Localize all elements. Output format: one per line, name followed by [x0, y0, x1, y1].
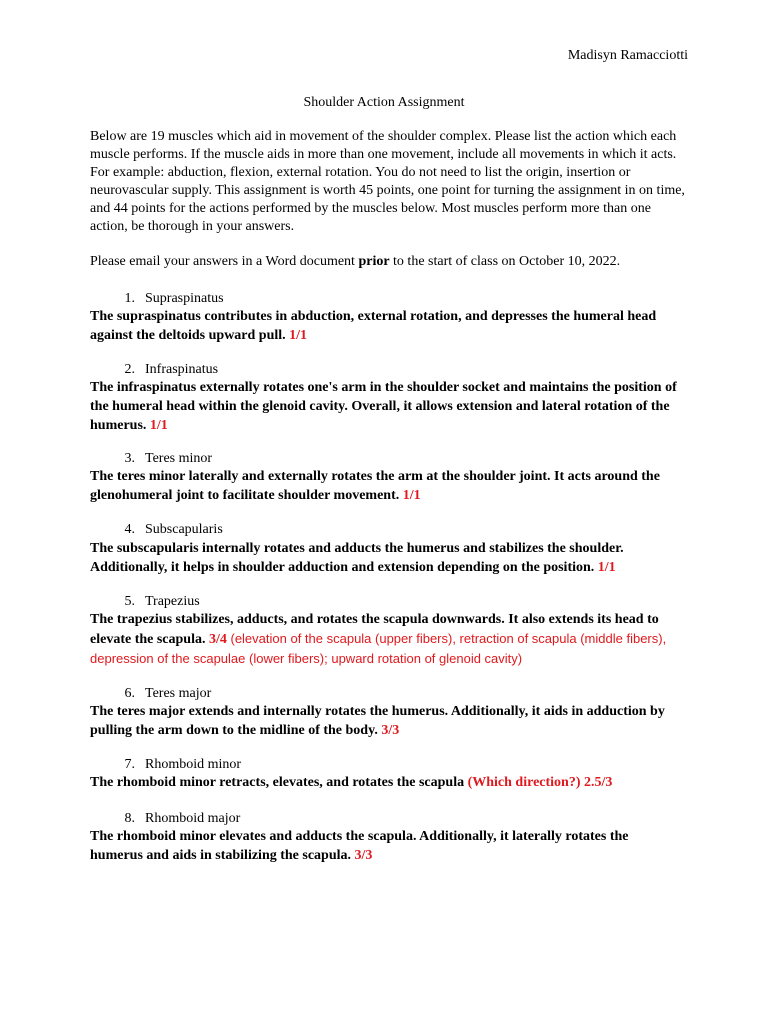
- answer-body: The supraspinatus contributes in abduction, external rotation, and depresses the humeral head against the deltoids upward pull.: [90, 309, 657, 343]
- item-number: 5.: [124, 594, 135, 609]
- score-badge: 1/1: [149, 418, 168, 433]
- muscle-name: Subscapularis: [145, 522, 223, 537]
- answer-text: [90, 378, 680, 435]
- list-item-heading: [90, 685, 211, 703]
- list-item-heading: [90, 521, 223, 539]
- instructions-paragraph: Below are 19 muscles which aid in movement of the shoulder complex. Please list the action which each muscle performs. If the muscle aids in more than one movement, include all movements in which it acts. For example: abduction, flexion, external rotation. You do not need to list the origin, insertion or neurovascular supply. This assignment is worth 45 points, one point for turning the assignment in on time, and 44 points for the actions performed by the muscles below. Most muscles perform more than one action, be thorough in your answers.: [90, 129, 685, 234]
- author-name: Madisyn Ramacciotti: [567, 48, 688, 63]
- grader-comment: (elevation of the scapula (upper fibers), retraction of scapula (middle fibers), depression of the scapulae (lower fibers); upward rotation of glenoid cavity): [90, 631, 667, 666]
- item-number: 1.: [124, 291, 135, 306]
- list-item-heading: [90, 361, 218, 379]
- answer-body: The teres minor laterally and externally rotates the arm at the shoulder joint. It acts around the glenohumeral joint to facilitate shoulder movement.: [90, 469, 660, 503]
- item-number: 6.: [124, 686, 135, 701]
- answer-body: The infraspinatus externally rotates one's arm in the shoulder socket and maintains the position of the humeral head within the glenoid cavity. Overall, it allows extension and lateral rotation of the humerus.: [90, 380, 677, 433]
- answer-text: [90, 773, 680, 792]
- list-item-heading: [90, 756, 241, 774]
- answer-text: [90, 610, 680, 669]
- answer-body: The trapezius stabilizes, adducts, and rotates the scapula downwards. It also extends its head to elevate the scapula.: [90, 612, 659, 647]
- answer-body: The rhomboid minor elevates and adducts the scapula. Additionally, it laterally rotates the humerus and aids in stabilizing the scapula.: [90, 829, 629, 863]
- list-item-heading: [90, 290, 224, 308]
- item-number: 4.: [124, 522, 135, 537]
- answer-body: The teres major extends and internally rotates the humerus. Additionally, it aids in adduction by pulling the arm down to the midline of the body.: [90, 704, 665, 738]
- item-number: 3.: [124, 451, 135, 466]
- list-item-heading: [90, 450, 212, 468]
- muscle-name: Teres minor: [145, 451, 213, 466]
- score-badge: 3/3: [381, 723, 400, 738]
- muscle-name: Supraspinatus: [145, 291, 224, 306]
- answer-body: The rhomboid minor retracts, elevates, and rotates the scapula: [90, 775, 468, 790]
- list-item-heading: [90, 810, 240, 828]
- email-text-after: to the start of class on October 10, 2022.: [389, 254, 621, 269]
- muscle-name: Rhomboid minor: [145, 757, 242, 772]
- muscle-name: Teres major: [145, 686, 212, 701]
- score-badge: 1/1: [597, 560, 616, 575]
- item-number: 7.: [124, 757, 135, 772]
- page-title: Shoulder Action Assignment: [303, 95, 465, 110]
- answer-text: [90, 827, 680, 865]
- email-text-bold: prior: [358, 254, 390, 269]
- answer-body: The subscapularis internally rotates and adducts the humerus and stabilizes the shoulder. Additionally, it helps in shoulder adduction and extension depending on the position.: [90, 541, 624, 575]
- item-number: 2.: [124, 362, 135, 377]
- list-item-heading: [90, 593, 200, 611]
- answer-text: [90, 467, 680, 505]
- email-text-before: Please email your answers in a Word document: [90, 254, 359, 269]
- answer-text: [90, 702, 680, 740]
- answer-text: [90, 307, 680, 345]
- muscle-name: Trapezius: [145, 594, 200, 609]
- score-badge: (Which direction?) 2.5/3: [467, 775, 613, 790]
- score-badge: 3/4: [208, 632, 227, 647]
- answer-text: [90, 539, 680, 577]
- muscle-name: Infraspinatus: [145, 362, 219, 377]
- score-badge: 1/1: [402, 488, 421, 503]
- score-badge: 1/1: [289, 328, 308, 343]
- email-instructions: [90, 253, 690, 271]
- score-badge: 3/3: [354, 848, 373, 863]
- muscle-name: Rhomboid major: [145, 811, 241, 826]
- item-number: 8.: [124, 811, 135, 826]
